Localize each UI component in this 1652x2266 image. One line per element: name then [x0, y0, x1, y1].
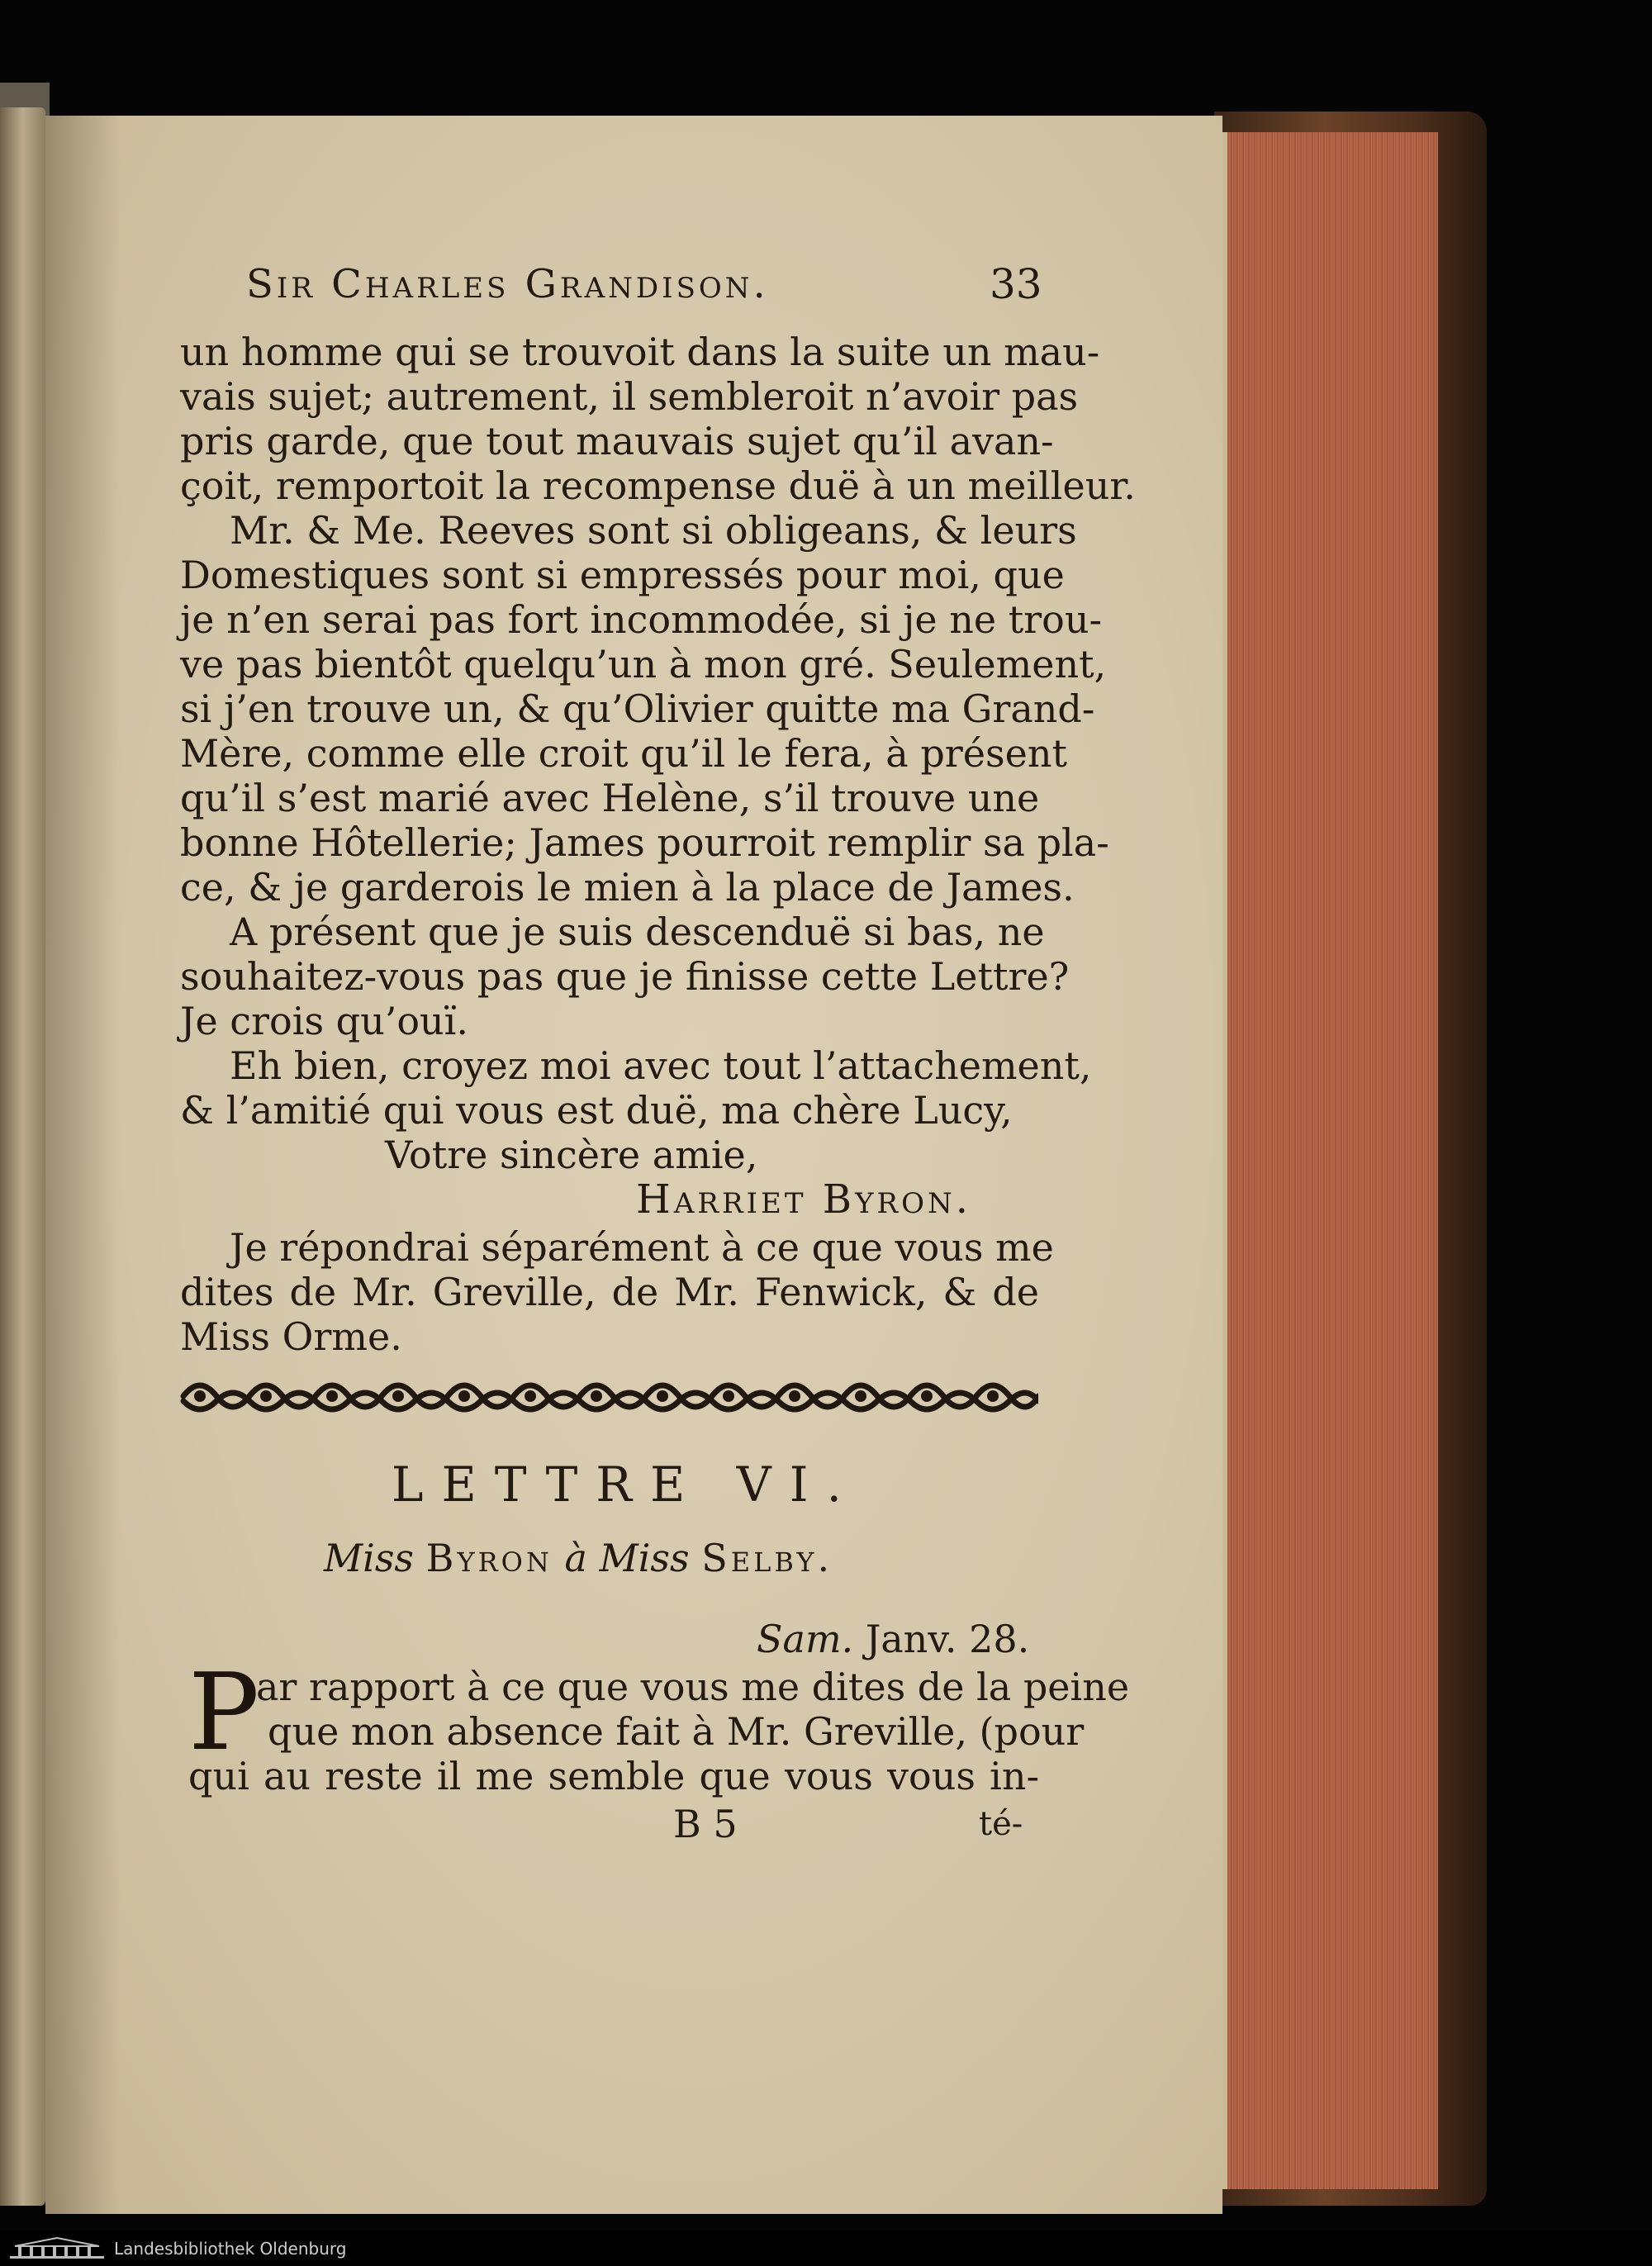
salutation-to-name: Selby. — [701, 1536, 833, 1580]
letter-line: ar rapport à ce que vous me dites de la peine — [256, 1665, 1130, 1709]
body-line: qu’il s’est marié avec Helène, s’il trouve une — [180, 776, 1040, 820]
date-line — [757, 1616, 1029, 1662]
postscript-line: Miss Orme. — [180, 1314, 402, 1359]
body-line: ve pas bientôt quelqu’un à mon gré. Seulement, — [180, 642, 1107, 686]
body-line: souhaitez-vous pas que je finisse cette Lettre? — [180, 954, 1070, 999]
body-line: je n’en serai pas fort incommodée, si je ne trou- — [180, 597, 1103, 642]
catchword: té- — [979, 1805, 1023, 1843]
body-line: bonne Hôtellerie; James pourroit remplir sa pla- — [180, 820, 1109, 865]
library-name: Landesbibliothek Oldenburg — [114, 2239, 347, 2259]
body-line: A présent que je suis descenduë si bas, ne — [230, 910, 1045, 954]
running-title: Sir Charles Grandison. — [246, 261, 769, 307]
salutation — [324, 1535, 833, 1581]
body-line: Domestiques sont si empressés pour moi, que — [180, 553, 1065, 597]
body-line: pris garde, que tout mauvais sujet qu’il avan- — [180, 419, 1054, 463]
salutation-to-word: à — [564, 1536, 587, 1580]
body-line: Mr. & Me. Reeves sont si obligeans, & leurs — [230, 508, 1077, 553]
letter-heading: LETTRE VI. — [392, 1456, 860, 1513]
body-line: un homme qui se trouvoit dans la suite un mau- — [180, 330, 1100, 374]
body-line: Eh bien, croyez moi avec tout l’attachement, — [230, 1043, 1092, 1088]
postscript-line: dites de Mr. Greville, de Mr. Fenwick, & de — [180, 1270, 1039, 1314]
closing-line: Votre sincère amie, — [385, 1133, 758, 1177]
body-line: Je crois qu’ouï. — [180, 999, 469, 1043]
body-line: & l’amitié qui vous est duë, ma chère Lucy, — [180, 1088, 1013, 1133]
date-month: Janv. — [865, 1617, 957, 1661]
signature-mark: B 5 — [673, 1802, 738, 1846]
body-line: si j’en trouve un, & qu’Olivier quitte ma Grand- — [180, 686, 1095, 731]
letter-line: qui au reste il me semble que vous vous in- — [188, 1754, 1039, 1798]
salutation-from-name: Byron — [425, 1536, 553, 1580]
ornament-border — [175, 1371, 1038, 1419]
salutation-to-title: Miss — [599, 1536, 690, 1580]
salutation-from-title: Miss — [324, 1536, 415, 1580]
letter-line: que mon absence fait à Mr. Greville, (pour — [268, 1709, 1085, 1754]
postscript-line: Je répondrai séparément à ce que vous me — [230, 1225, 1054, 1270]
page-number: 33 — [990, 260, 1042, 308]
body-line: Mère, comme elle croit qu’il le fera, à présent — [180, 731, 1067, 776]
footer-bar — [0, 2230, 1652, 2266]
body-line: çoit, remportoit la recompense duë à un meilleur. — [180, 463, 1136, 508]
body-line: vais sujet; autrement, il sembleroit n’avoir pas — [180, 374, 1079, 419]
signature: Harriet Byron. — [636, 1176, 971, 1223]
drop-cap: P — [188, 1651, 260, 1774]
body-line: ce, & je garderois le mien à la place de James. — [180, 865, 1075, 910]
date-number: 28. — [969, 1617, 1030, 1661]
date-day: Sam. — [757, 1617, 854, 1661]
library-building-icon — [8, 2236, 106, 2259]
